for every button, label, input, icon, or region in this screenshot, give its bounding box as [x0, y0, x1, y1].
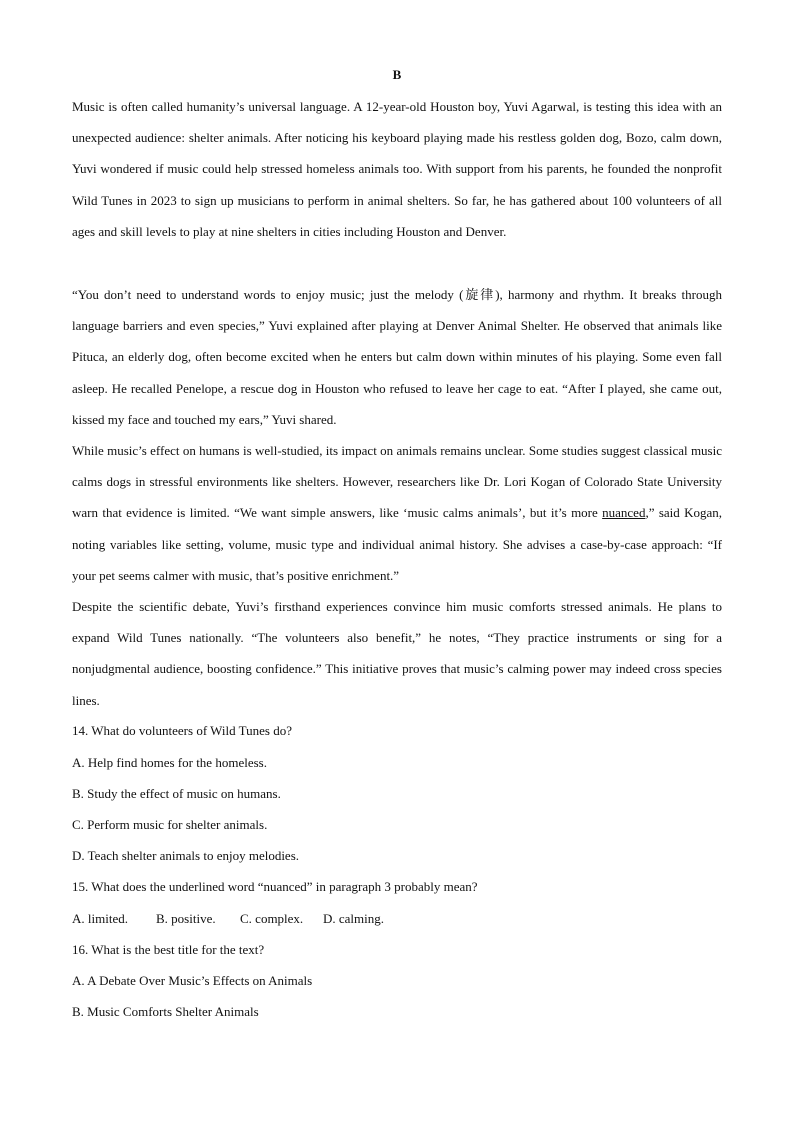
paragraph-4: Despite the scientific debate, Yuvi’s firsthand experiences convince him music comforts stressed animals. He plans to expand Wild Tunes nationally. “The volunteers also benefit,” he notes, “They practice instruments or sing for a nonjudgmental audience, boosting confidence.” This initiative proves that music’s calming power may indeed cross species lines.: [72, 599, 722, 708]
question-15-option-c: C. complex.: [240, 911, 304, 926]
question-16-option-a: A. A Debate Over Music’s Effects on Animals: [72, 973, 313, 988]
question-14-option-b: B. Study the effect of music on humans.: [72, 786, 281, 801]
question-14-stem: 14. What do volunteers of Wild Tunes do?: [72, 723, 292, 738]
paragraph-3-text-before: While music’s effect on humans is well-studied, its impact on animals remains unclear. Some studies suggest classical music calms dogs in stressful environments like shelters. However, researchers like Dr. Lori Kogan of Colorado State University warn that evidence is limited. “We want simple answers, like ‘music calms animals’, but it’s more: [72, 443, 722, 521]
section-label: B: [392, 67, 402, 82]
question-16-option-b: B. Music Comforts Shelter Animals: [72, 1004, 259, 1019]
question-15-options: [72, 910, 722, 928]
question-16-stem: 16. What is the best title for the text?: [72, 942, 265, 957]
paragraph-3-text-after: ,” said Kogan, noting variables like setting, volume, music type and individual animal history. She advises a case-by-case approach: “If your pet seems calmer with music, that’s positive enrichment.”: [72, 505, 723, 583]
question-14-option-c: C. Perform music for shelter animals.: [72, 817, 268, 832]
question-14-option-d: D. Teach shelter animals to enjoy melodies.: [72, 848, 300, 863]
question-15-option-d: D. calming.: [323, 911, 385, 926]
paragraph-2: “You don’t need to understand words to enjoy music; just the melody (旋律), harmony and rhythm. It breaks through language barriers and even species,” Yuvi explained after playing at Denver Animal Shelter. He observed that animals like Pituca, an elderly dog, often become excited when he enters but calm down within minutes of his playing. Some even fall asleep. He recalled Penelope, a rescue dog in Houston who refused to leave her cage to eat. “After I played, she came out, kissed my face and touched my ears,” Yuvi shared.: [72, 287, 722, 427]
paragraph-1: Music is often called humanity’s universal language. A 12-year-old Houston boy, Yuvi Agarwal, is testing this idea with an unexpected audience: shelter animals. After noticing his keyboard playing made his restless golden dog, Bozo, calm down, Yuvi wondered if music could help stressed homeless animals too. With support from his parents, he founded the nonprofit Wild Tunes in 2023 to sign up musicians to perform in animal shelters. So far, he has gathered about 100 volunteers of all ages and skill levels to play at nine shelters in cities including Houston and Denver.: [72, 99, 722, 239]
question-14-option-a: A. Help find homes for the homeless.: [72, 755, 267, 770]
paragraph-3: [72, 435, 722, 591]
question-15-stem: 15. What does the underlined word “nuanced” in paragraph 3 probably mean?: [72, 879, 478, 894]
underlined-word: nuanced: [602, 505, 646, 521]
question-15-option-a: A. limited.: [72, 911, 128, 926]
question-15-option-b: B. positive.: [156, 911, 216, 926]
